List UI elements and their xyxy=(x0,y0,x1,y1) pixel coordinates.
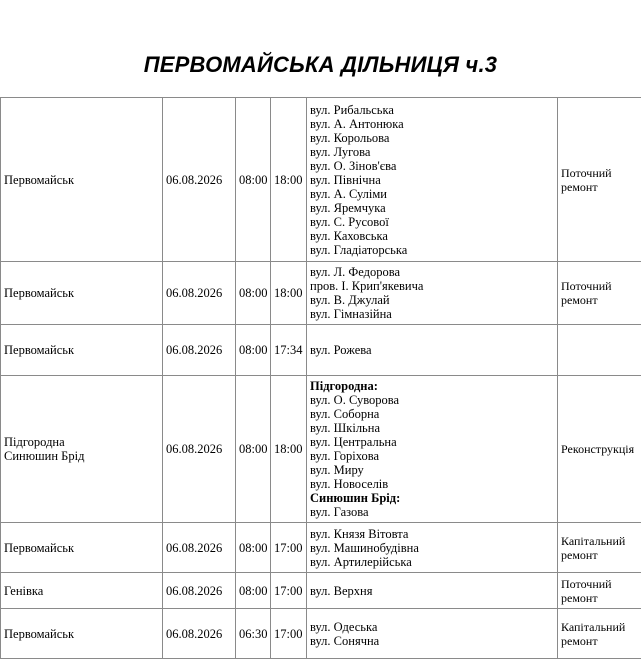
work-type-cell xyxy=(558,609,641,659)
end-time-cell: 18:00 xyxy=(271,262,307,325)
locality-name: Первомайськ xyxy=(4,626,75,641)
end-time-cell: 17:00 xyxy=(271,523,307,573)
streets-cell xyxy=(307,573,558,609)
street-name: вул. Верхня xyxy=(310,583,373,598)
streets-cell xyxy=(307,523,558,573)
street-name: вул. Миру xyxy=(310,463,364,477)
work-type-text: ремонт xyxy=(561,547,598,562)
street-name: вул. Гладіаторська xyxy=(310,242,408,257)
table-row xyxy=(1,573,641,609)
work-type-text: Поточний xyxy=(561,576,612,591)
street-name: вул. Лугова xyxy=(310,144,371,159)
date-cell: 06.08.2026 xyxy=(163,523,236,573)
street-name: вул. О. Суворова xyxy=(310,393,400,407)
start-time-cell: 08:00 xyxy=(236,523,271,573)
start-time-cell: 08:00 xyxy=(236,262,271,325)
work-type-text: ремонт xyxy=(561,293,598,307)
end-time-cell: 17:34 xyxy=(271,325,307,376)
date-cell: 06.08.2026 xyxy=(163,573,236,609)
street-name: вул. Князя Вітовта xyxy=(310,526,409,541)
locality-name: Первомайськ xyxy=(4,540,75,555)
locality-cell xyxy=(1,609,163,659)
work-type-text: ремонт xyxy=(561,179,598,194)
street-name: вул. Рожева xyxy=(310,343,372,357)
date-cell: 06.08.2026 xyxy=(163,376,236,523)
street-name: вул. Корольова xyxy=(310,130,390,145)
locality-name: Первомайськ xyxy=(4,343,75,357)
locality-cell xyxy=(1,376,163,523)
streets-cell xyxy=(307,325,558,376)
start-time-cell: 08:00 xyxy=(236,98,271,262)
street-name: вул. С. Русової xyxy=(310,214,389,229)
work-type-cell xyxy=(558,523,641,573)
locality-name: Первомайськ xyxy=(4,172,75,187)
work-type-cell xyxy=(558,325,641,376)
locality-cell xyxy=(1,523,163,573)
locality-name: Первомайськ xyxy=(4,286,75,300)
street-name: вул. А. Суліми xyxy=(310,186,387,201)
street-name: вул. Каховська xyxy=(310,228,388,243)
start-time-cell: 08:00 xyxy=(236,376,271,523)
end-time-cell: 18:00 xyxy=(271,376,307,523)
table-row xyxy=(1,98,641,262)
street-name: вул. Л. Федорова xyxy=(310,265,401,279)
page-title: ПЕРВОМАЙСЬКА ДІЛЬНИЦЯ ч.3 xyxy=(143,52,498,77)
table-row xyxy=(1,325,641,376)
outage-table xyxy=(0,97,641,659)
locality-name: Синюшин Брід xyxy=(4,449,85,463)
locality-name: Підгородна xyxy=(4,435,65,449)
street-name: вул. Соборна xyxy=(310,407,380,421)
locality-cell xyxy=(1,573,163,609)
date-cell: 06.08.2026 xyxy=(163,325,236,376)
date-cell: 06.08.2026 xyxy=(163,609,236,659)
work-type-cell xyxy=(558,262,641,325)
outage-table-container xyxy=(0,97,641,659)
work-type-text: ремонт xyxy=(561,633,598,648)
street-name: вул. Шкільна xyxy=(310,421,380,435)
street-name: вул. Яремчука xyxy=(310,200,386,215)
street-name: вул. Центральна xyxy=(310,435,397,449)
start-time-cell: 06:30 xyxy=(236,609,271,659)
street-name: вул. Одеська xyxy=(310,619,378,634)
date-cell: 06.08.2026 xyxy=(163,262,236,325)
work-type-cell xyxy=(558,98,641,262)
date-cell: 06.08.2026 xyxy=(163,98,236,262)
street-name: вул. Горіхова xyxy=(310,449,380,463)
end-time-cell: 17:00 xyxy=(271,609,307,659)
work-type-cell xyxy=(558,573,641,609)
table-row xyxy=(1,376,641,523)
work-type-text: Поточний xyxy=(561,279,612,293)
work-type-text: Поточний xyxy=(561,165,612,180)
locality-cell xyxy=(1,98,163,262)
settlement-heading: Підгородна: xyxy=(310,379,378,393)
streets-cell xyxy=(307,609,558,659)
table-row xyxy=(1,523,641,573)
street-name: вул. В. Джулай xyxy=(310,293,390,307)
locality-name: Генівка xyxy=(4,583,44,598)
streets-cell xyxy=(307,262,558,325)
street-name: пров. І. Крип'якевича xyxy=(310,279,424,293)
street-name: вул. Газова xyxy=(310,505,369,519)
settlement-heading: Синюшин Брід: xyxy=(310,491,401,505)
street-name: вул. О. Зінов'єва xyxy=(310,158,397,173)
start-time-cell: 08:00 xyxy=(236,325,271,376)
streets-cell xyxy=(307,376,558,523)
street-name: вул. Машинобудівна xyxy=(310,540,419,555)
work-type-text: Капітальний xyxy=(561,619,626,634)
locality-cell xyxy=(1,325,163,376)
work-type-cell xyxy=(558,376,641,523)
table-row xyxy=(1,609,641,659)
streets-cell xyxy=(307,98,558,262)
work-type-text: Капітальний xyxy=(561,533,626,548)
street-name: вул. Артилерійська xyxy=(310,554,412,569)
locality-cell xyxy=(1,262,163,325)
end-time-cell: 18:00 xyxy=(271,98,307,262)
street-name: вул. Рибальська xyxy=(310,102,394,117)
street-name: вул. Новоселів xyxy=(310,477,389,491)
work-type-text: ремонт xyxy=(561,590,598,605)
outage-table-body xyxy=(1,98,641,659)
street-name: вул. А. Антонюка xyxy=(310,116,404,131)
start-time-cell: 08:00 xyxy=(236,573,271,609)
end-time-cell: 17:00 xyxy=(271,573,307,609)
table-row xyxy=(1,262,641,325)
street-name: вул. Гімназійна xyxy=(310,307,392,321)
street-name: вул. Сонячна xyxy=(310,633,380,648)
street-name: вул. Північна xyxy=(310,172,381,187)
work-type-text: Реконструкція xyxy=(561,442,635,456)
